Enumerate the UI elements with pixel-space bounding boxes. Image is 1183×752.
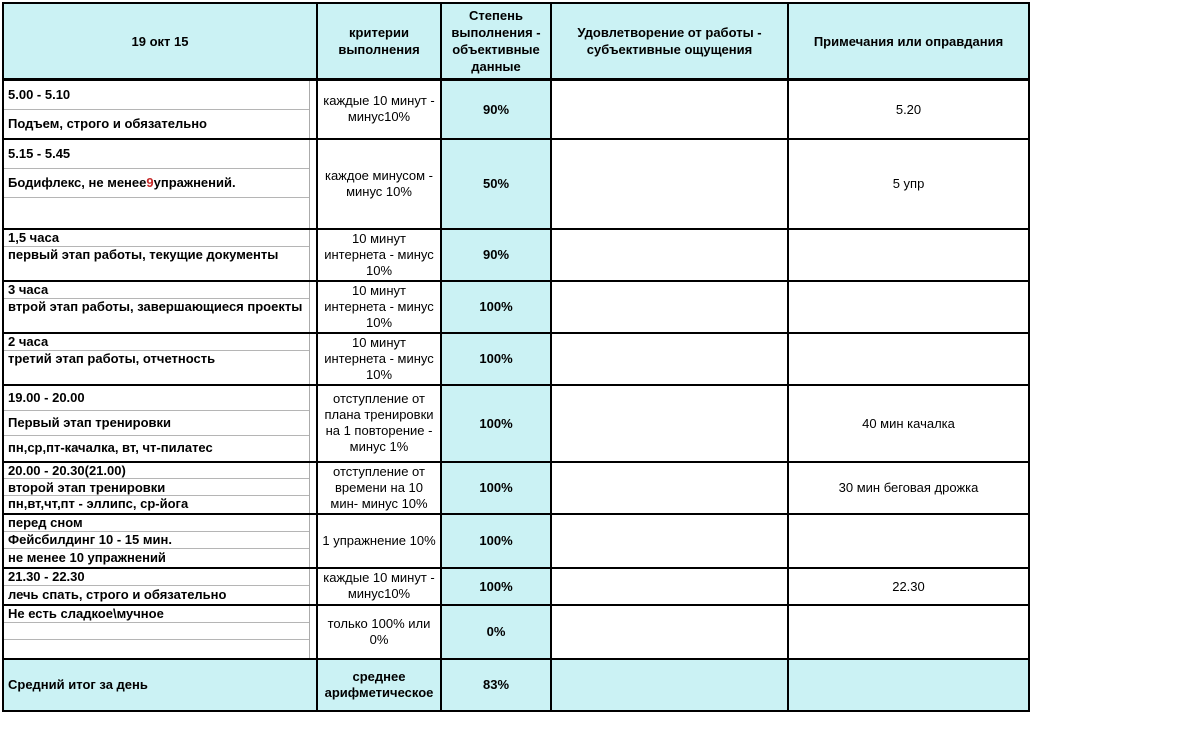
summary-criteria-cell: среднее арифметическое xyxy=(317,659,441,711)
gutter-cell xyxy=(309,568,317,605)
summary-row xyxy=(3,659,1029,711)
task-line xyxy=(4,640,309,656)
completion-cell: 0% xyxy=(441,605,551,659)
summary-notes-cell xyxy=(788,659,1029,711)
task-line: не менее 10 упражнений xyxy=(8,549,166,565)
completion-cell: 90% xyxy=(441,80,551,139)
completion-cell: 50% xyxy=(441,139,551,229)
completion-cell: 100% xyxy=(441,333,551,385)
satisfaction-cell xyxy=(551,385,788,462)
criteria-cell: 1 упражнение 10% xyxy=(317,514,441,568)
plan-row-work-stage1 xyxy=(3,229,1029,281)
gutter-cell xyxy=(309,462,317,514)
schedule-cell xyxy=(3,229,309,281)
completion-cell: 100% xyxy=(441,514,551,568)
gutter-cell xyxy=(309,229,317,281)
task-line: первый этап работы, текущие документы xyxy=(8,247,279,262)
schedule-cell xyxy=(3,139,309,229)
schedule-cell xyxy=(3,80,309,139)
task-line: лечь спать, строго и обязательно xyxy=(8,586,227,602)
schedule-cell xyxy=(3,281,309,333)
task-text: упражнений. xyxy=(153,175,236,191)
summary-satisfaction-cell xyxy=(551,659,788,711)
summary-label-cell: Средний итог за день xyxy=(3,659,317,711)
criteria-cell: 10 минут интернета - минус 10% xyxy=(317,333,441,385)
criteria-cell: 10 минут интернета - минус 10% xyxy=(317,229,441,281)
gutter-cell xyxy=(309,281,317,333)
criteria-cell: каждое минусом - минус 10% xyxy=(317,139,441,229)
notes-cell: 5.20 xyxy=(788,80,1029,139)
notes-cell xyxy=(788,229,1029,281)
satisfaction-cell xyxy=(551,333,788,385)
notes-cell xyxy=(788,605,1029,659)
header-date: 19 окт 15 xyxy=(3,3,317,80)
criteria-cell: каждые 10 минут - минус10% xyxy=(317,568,441,605)
notes-cell xyxy=(788,281,1029,333)
plan-row-work-stage2 xyxy=(3,281,1029,333)
plan-row-work-stage3 xyxy=(3,333,1029,385)
task-text: Бодифлекс, не менее xyxy=(8,175,147,191)
satisfaction-cell xyxy=(551,80,788,139)
task-line: 20.00 - 20.30(21.00) xyxy=(4,463,309,480)
satisfaction-cell xyxy=(551,462,788,514)
header-notes: Примечания или оправдания xyxy=(788,3,1029,80)
notes-cell: 5 упр xyxy=(788,139,1029,229)
satisfaction-cell xyxy=(551,605,788,659)
daily-plan-table xyxy=(2,2,1030,712)
completion-cell: 100% xyxy=(441,462,551,514)
header-degree: Степень выполнения - объективные данные xyxy=(441,3,551,80)
gutter-cell xyxy=(309,385,317,462)
satisfaction-cell xyxy=(551,281,788,333)
gutter-cell xyxy=(309,80,317,139)
notes-cell: 40 мин качалка xyxy=(788,385,1029,462)
criteria-cell: 10 минут интернета - минус 10% xyxy=(317,281,441,333)
gutter-cell xyxy=(309,514,317,568)
satisfaction-cell xyxy=(551,568,788,605)
plan-row-facebuilding xyxy=(3,514,1029,568)
task-line: 19.00 - 20.00 xyxy=(4,386,309,411)
schedule-cell xyxy=(3,568,309,605)
task-line: 21.30 - 22.30 xyxy=(4,569,309,587)
task-line: третий этап работы, отчетность xyxy=(8,351,216,366)
task-line: 2 часа xyxy=(4,334,309,351)
task-line: втрой этап работы, завершающиеся проекты xyxy=(8,299,303,314)
schedule-cell xyxy=(3,605,309,659)
completion-cell: 100% xyxy=(441,568,551,605)
schedule-cell xyxy=(3,462,309,514)
task-line: Фейсбилдинг 10 - 15 мин. xyxy=(4,532,309,549)
criteria-cell: отступление от плана тренировки на 1 повторение - минус 1% xyxy=(317,385,441,462)
gutter-cell xyxy=(309,605,317,659)
plan-row-bodyflex xyxy=(3,139,1029,229)
plan-row-sleep xyxy=(3,568,1029,605)
notes-cell xyxy=(788,333,1029,385)
summary-completion-cell: 83% xyxy=(441,659,551,711)
task-line xyxy=(4,623,309,640)
task-line: 5.00 - 5.10 xyxy=(4,81,309,110)
satisfaction-cell xyxy=(551,139,788,229)
criteria-cell: отступление от времени на 10 мин- минус 10% xyxy=(317,462,441,514)
criteria-cell: только 100% или 0% xyxy=(317,605,441,659)
gutter-cell xyxy=(309,333,317,385)
task-line: Первый этап тренировки xyxy=(4,411,309,436)
header-satisfaction: Удовлетворение от работы - субъективные ощущения xyxy=(551,3,788,80)
task-line: Подъем, строго и обязательно xyxy=(8,115,207,131)
completion-cell: 100% xyxy=(441,385,551,462)
task-line xyxy=(4,169,309,198)
task-line: пн,ср,пт-качалка, вт, чт-пилатес xyxy=(8,440,213,455)
plan-row-training-stage1 xyxy=(3,385,1029,462)
gutter-cell xyxy=(309,139,317,229)
task-line: пн,вт,чт,пт - эллипс, ср-йога xyxy=(8,496,189,512)
notes-cell xyxy=(788,514,1029,568)
task-line: Не есть сладкое\мучное xyxy=(4,606,309,623)
schedule-cell xyxy=(3,333,309,385)
completion-cell: 100% xyxy=(441,281,551,333)
highlighted-number: 9 xyxy=(146,175,154,191)
schedule-cell xyxy=(3,514,309,568)
schedule-cell xyxy=(3,385,309,462)
header-row xyxy=(3,3,1029,80)
satisfaction-cell xyxy=(551,229,788,281)
plan-row-wakeup xyxy=(3,80,1029,139)
plan-row-training-stage2 xyxy=(3,462,1029,514)
header-criteria: критерии выполнения xyxy=(317,3,441,80)
notes-cell: 22.30 xyxy=(788,568,1029,605)
task-line: 1,5 часа xyxy=(4,230,309,247)
task-line xyxy=(4,198,309,226)
satisfaction-cell xyxy=(551,514,788,568)
plan-row-no-sweets xyxy=(3,605,1029,659)
notes-cell: 30 мин беговая дрожка xyxy=(788,462,1029,514)
task-line: перед сном xyxy=(4,515,309,532)
task-line: 3 часа xyxy=(4,282,309,299)
task-line: второй этап тренировки xyxy=(4,479,309,496)
task-line: 5.15 - 5.45 xyxy=(4,140,309,169)
criteria-cell: каждые 10 минут - минус10% xyxy=(317,80,441,139)
completion-cell: 90% xyxy=(441,229,551,281)
